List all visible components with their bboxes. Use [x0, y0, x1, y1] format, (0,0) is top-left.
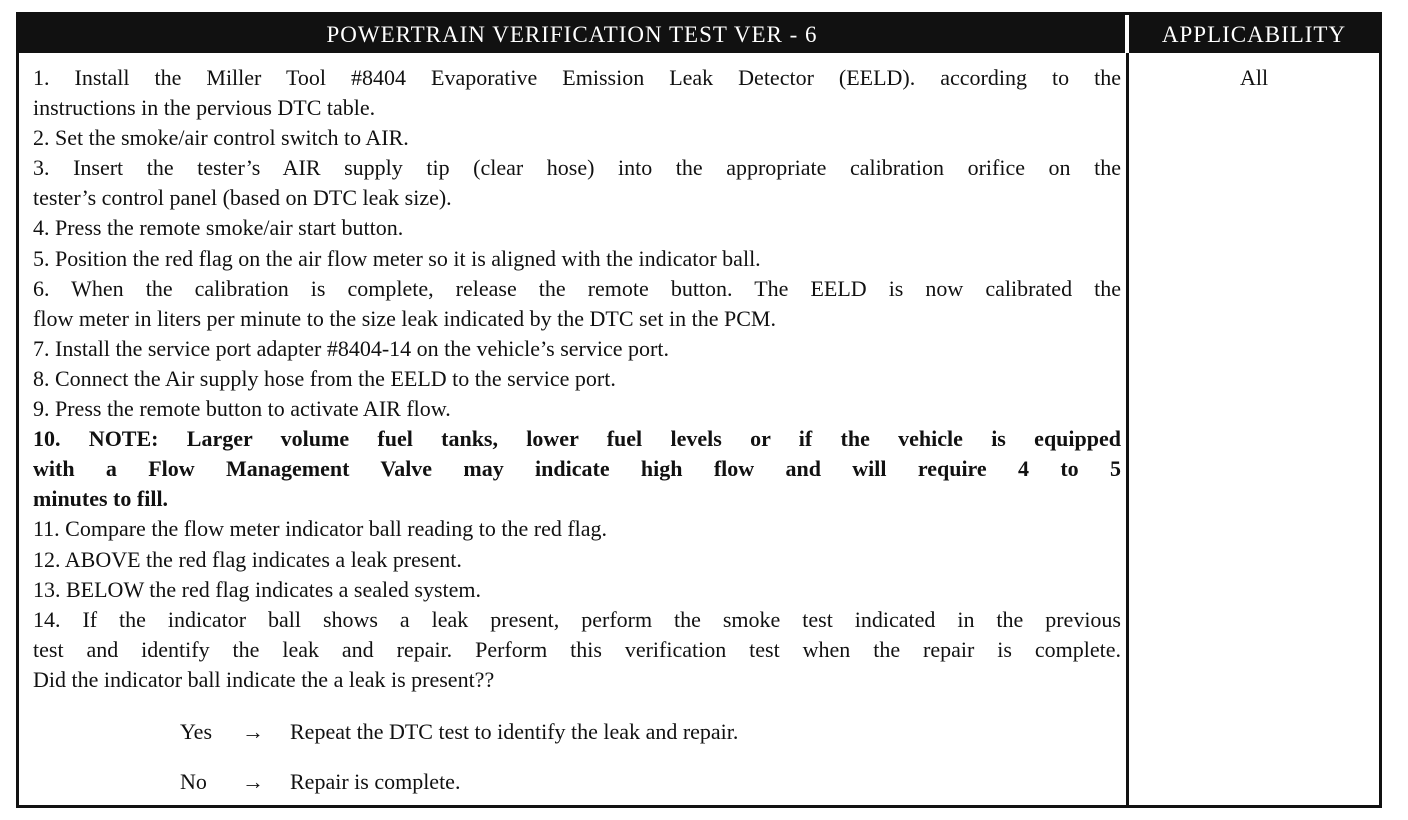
step-line: 12. ABOVE the red flag indicates a leak present.: [33, 546, 462, 572]
step-line: 6. When the calibration is complete, release the remote button. The EELD is now calibrated the: [33, 275, 1121, 301]
step-line: 2. Set the smoke/air control switch to AIR.: [33, 125, 409, 151]
step-line: 10. NOTE: Larger volume fuel tanks, lower fuel levels or if the vehicle is equipped: [33, 426, 1121, 452]
column-divider: [1126, 53, 1129, 805]
step-line: 8. Connect the Air supply hose from the EELD to the service port.: [33, 365, 616, 391]
step-line: 7. Install the service port adapter #8404-14 on the vehicle’s service port.: [33, 335, 669, 361]
step-line: tester’s control panel (based on DTC leak size).: [33, 185, 452, 211]
applicability-value: All: [1239, 65, 1269, 90]
table-header: [19, 15, 1379, 53]
step-line: 1. Install the Miller Tool #8404 Evaporative Emission Leak Detector (EELD). according to the: [33, 65, 1121, 90]
step-line: 3. Insert the tester’s AIR supply tip (clear hose) into the appropriate calibration orifice on the: [33, 155, 1121, 181]
answer-text: Repeat the DTC test to identify the leak and repair.: [290, 719, 739, 744]
step-line: instructions in the pervious DTC table.: [33, 95, 376, 121]
answer-label: No: [180, 769, 207, 794]
step-line: 11. Compare the flow meter indicator ball reading to the red flag.: [33, 516, 608, 542]
step-line: flow meter in liters per minute to the size leak indicated by the DTC set in the PCM.: [33, 305, 776, 331]
applicability-heading: APPLICABILITY: [1161, 22, 1347, 47]
step-line: minutes to fill.: [33, 486, 169, 512]
arrow-right-icon: →: [242, 769, 264, 794]
arrow-right-icon: →: [242, 719, 264, 744]
step-line: 9. Press the remote button to activate AIR flow.: [33, 396, 451, 422]
test-title: POWERTRAIN VERIFICATION TEST VER - 6: [326, 22, 818, 47]
step-line: Did the indicator ball indicate the a leak is present??: [33, 666, 495, 692]
answer-text: Repair is complete.: [290, 769, 461, 794]
verification-test-table: [16, 12, 1382, 808]
step-line: 5. Position the red flag on the air flow meter so it is aligned with the indicator ball.: [33, 245, 761, 271]
step-line: with a Flow Management Valve may indicate high flow and will require 4 to 5: [33, 456, 1121, 482]
step-line: 13. BELOW the red flag indicates a sealed system.: [33, 576, 482, 602]
test-steps: [33, 63, 1121, 695]
step-line: 4. Press the remote smoke/air start button.: [33, 215, 404, 241]
answer-label: Yes: [180, 719, 213, 744]
step-line: test and identify the leak and repair. Perform this verification test when the repair is complete.: [33, 636, 1121, 662]
step-line: 14. If the indicator ball shows a leak present, perform the smoke test indicated in the previous: [33, 606, 1121, 632]
